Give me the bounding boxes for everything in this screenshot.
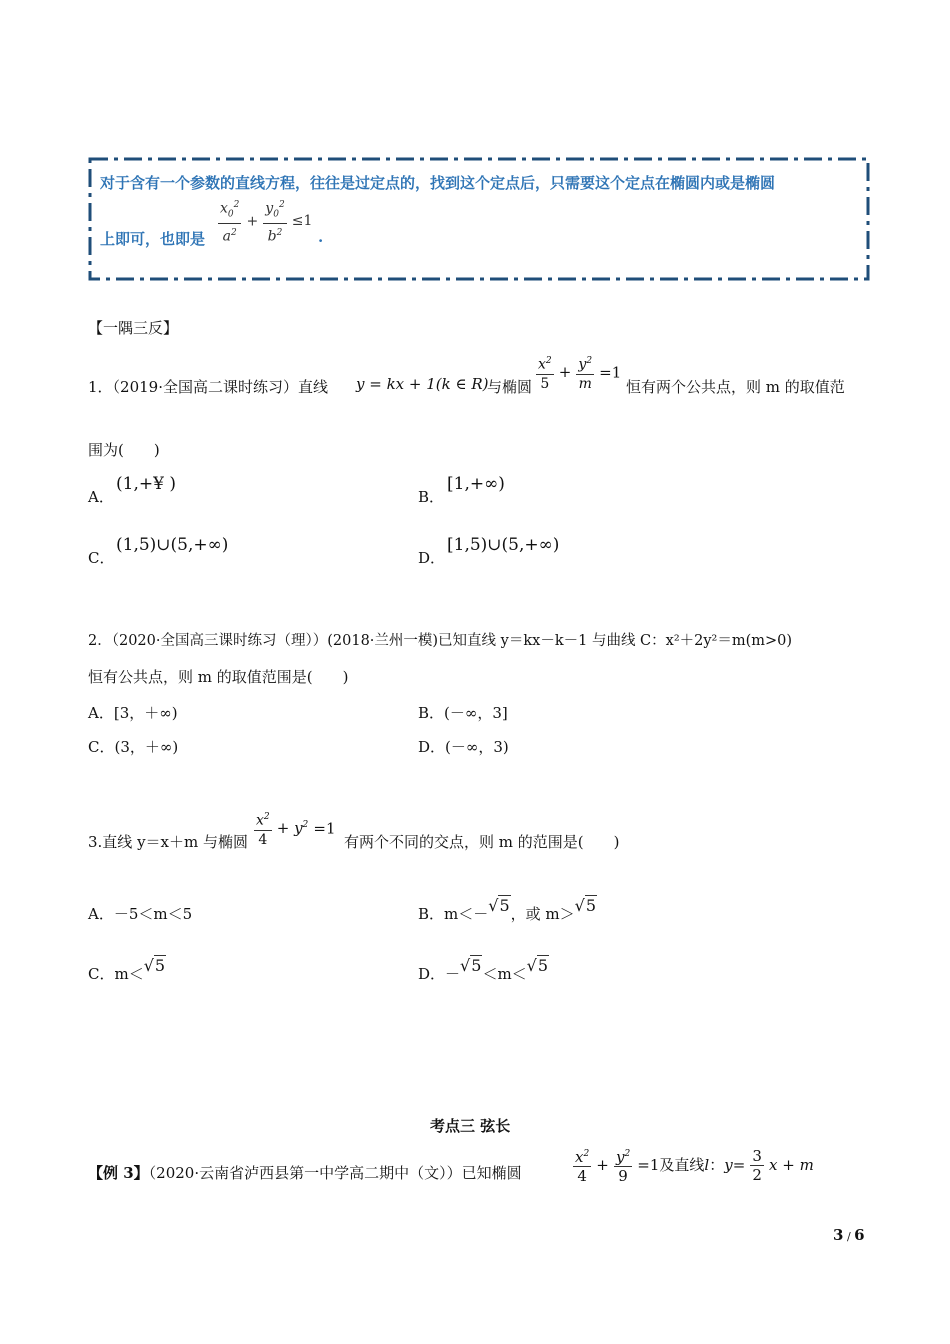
q2-option-a: A．[3，＋∞): [88, 704, 178, 722]
q1-option-b-value: [1,+∞): [447, 474, 505, 494]
sqrt-5: √5: [460, 956, 482, 975]
q1-mid: 与椭圆: [487, 378, 533, 396]
q2-line-1: 2．（2020·全国高三课时练习（理））(2018·兰州一模)已知直线 y＝kx－k－1 与曲线 C：x²＋2y²＝m(m>0): [88, 633, 793, 649]
sqrt-5: √5: [488, 896, 510, 915]
q2-line-2: 恒有公共点，则 m 的取值范围是( ): [88, 668, 349, 686]
q3-tail: 有两个不同的交点，则 m 的范围是( ): [344, 833, 620, 851]
tip-line-1: 对于含有一个参数的直线方程，往往是过定点的，找到这个定点后，只需要这个定点在椭圆内或是椭圆: [100, 174, 776, 192]
q1-option-a-label: A．: [88, 488, 114, 506]
q3-prefix: 3.直线 y＝x＋m 与椭圆: [88, 833, 249, 851]
sqrt-5: √5: [574, 896, 597, 915]
example-formula: $\frac{x^2}{4}$ + $\frac{y^2}{9}$ =1及直线l：y= $\frac{3}{2}$ x + m: [575, 1146, 814, 1185]
q3-option-b: B．m＜－√5，或 m＞√5: [418, 896, 597, 923]
tip-formula-frac-x: $\frac{x_0^2}{a^2}$: [218, 196, 241, 246]
q3-option-a: A．－5＜m＜5: [88, 905, 193, 923]
q2-option-c: C．(3，＋∞): [88, 738, 179, 756]
q1-ellipse: $\frac{x^2}{5}$ + $\frac{y^2}{m}$ =1: [536, 352, 621, 393]
q2-option-b: B．(－∞，3]: [418, 704, 508, 722]
sqrt-5: √5: [143, 956, 166, 975]
section-heading: 【一隅三反】: [88, 319, 179, 337]
sqrt-5: √5: [526, 956, 549, 975]
q3-ellipse: $\frac{x^2}{4}$ + $y^2 =1$: [254, 808, 336, 849]
example-intro: 【例 3】（2020·云南省泸西县第一中学高二期中（文））已知椭圆: [88, 1164, 522, 1182]
q1-line-equation: y = kx + 1(k ∈ R): [356, 375, 489, 393]
tip-line-2-suffix: .: [318, 228, 324, 246]
q1-option-b-label: B．: [418, 488, 445, 506]
tip-formula: $\frac{x_0^2}{a^2}$ + $\frac{y_0^2}{b^2}$ ≤1: [218, 196, 312, 246]
q3-option-c: C．m＜√5: [88, 956, 166, 983]
q1-option-c-label: C．: [88, 549, 115, 567]
q1-number-source: 1．（2019·全国高二课时练习）直线: [88, 378, 328, 396]
q1-option-d-value: [1,5)∪(5,+∞): [447, 535, 560, 555]
tip-line-2-prefix: 上即可，也即是: [100, 230, 206, 248]
point-title: 考点三 弦长: [430, 1117, 511, 1135]
q1-tail: 恒有两个公共点，则 m 的取值范: [626, 378, 845, 396]
q1-line-2: 围为( ): [88, 441, 160, 459]
q2-option-d: D．(－∞，3): [418, 738, 509, 756]
q1-option-a-value: (1,+¥ ): [116, 474, 176, 494]
q1-option-c-value: (1,5)∪(5,+∞): [116, 535, 229, 555]
q3-option-d: D．－√5＜m＜√5: [418, 956, 549, 983]
q1-option-d-label: D．: [418, 549, 446, 567]
tip-formula-frac-y: $\frac{y_0^2}{b^2}$: [263, 196, 286, 246]
page-number: 3 / 6: [833, 1226, 865, 1244]
